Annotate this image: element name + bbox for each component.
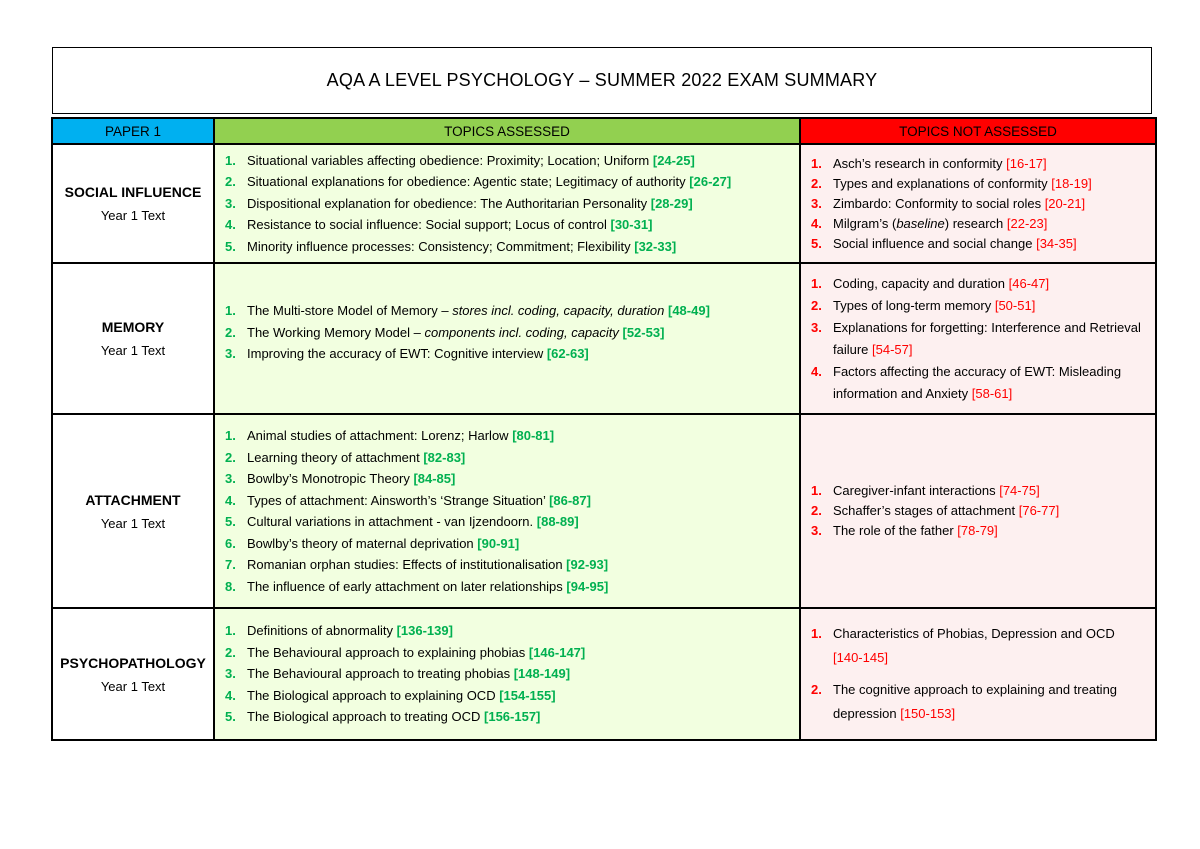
list-item: 2. The Working Memory Model – components incl. coding, capacity [52-53]: [225, 324, 665, 340]
topic-sub: Year 1 Text: [100, 208, 166, 223]
list-item: 3. Bowlby’s Monotropic Theory [84-85]: [225, 471, 456, 486]
page-title: AQA A LEVEL PSYCHOLOGY – SUMMER 2022 EXAM SUMMARY: [326, 70, 878, 90]
table-row: [52, 414, 1156, 608]
title-box: [52, 47, 1152, 114]
not-assessed-cell: [800, 608, 1156, 740]
topic-name: PSYCHOPATHOLOGY: [60, 654, 206, 671]
list-item: 6. Bowlby’s theory of maternal deprivation [90-91]: [225, 535, 520, 551]
list-item: 2. Types and explanations of conformity [18-19]: [811, 175, 1092, 191]
list-item: 3. Zimbardo: Conformity to social roles [20-21]: [811, 195, 1086, 211]
not-assessed-cell: [800, 144, 1156, 263]
list-item: 5. Social influence and social change [34-35]: [811, 235, 1077, 251]
list-item: 1. Situational variables affecting obedience: Proximity; Location; Uniform [24-25]: [225, 152, 695, 168]
list-item: 3. The role of the father [78-79]: [811, 523, 998, 538]
list-item: 5. Minority influence processes: Consistency; Commitment; Flexibility [32-33]: [225, 238, 677, 254]
list-item: 3. The Behavioural approach to treating phobias [148-149]: [225, 666, 571, 682]
not-assessed-cell: [800, 263, 1156, 414]
list-item: 4. The Biological approach to explaining OCD [154-155]: [225, 687, 556, 703]
list-item: 1. Coding, capacity and duration [46-47]: [811, 275, 1050, 291]
list-item: 1. Definitions of abnormality [136-139]: [225, 623, 453, 639]
topic-name: MEMORY: [101, 319, 165, 335]
list-item: 4. Resistance to social influence: Social support; Locus of control [30-31]: [225, 217, 653, 233]
summary-table: [51, 117, 1157, 741]
header-assessed: TOPICS ASSESSED: [214, 118, 800, 144]
header-not-assessed: TOPICS NOT ASSESSED: [800, 118, 1156, 144]
topic-sub: Year 1 Text: [100, 343, 166, 358]
list-item: 7. Romanian orphan studies: Effects of institutionalisation [92-93]: [225, 557, 609, 572]
header-row: [52, 118, 1156, 144]
list-item: 3. Improving the accuracy of EWT: Cognitive interview [62-63]: [225, 346, 589, 361]
header-paper: PAPER 1: [52, 118, 214, 144]
list-item: 5. Cultural variations in attachment - van Ijzendoorn. [88-89]: [225, 514, 579, 529]
topic-sub: Year 1 Text: [100, 515, 166, 531]
list-item: 1. The Multi-store Model of Memory – stores incl. coding, capacity, duration [48-49]: [225, 303, 710, 318]
list-item: 2. Situational explanations for obedience: Agentic state; Legitimacy of authority [26-27]: [225, 174, 732, 190]
table-row: [52, 608, 1156, 740]
topic-cell: [52, 263, 214, 414]
list-item: 1. Asch’s research in conformity [16-17]: [811, 155, 1047, 171]
list-item: 2. The cognitive approach to explaining and treating depression [150-153]: [811, 682, 1118, 721]
assessed-cell: [214, 144, 800, 263]
topic-sub: Year 1 Text: [100, 678, 166, 694]
list-item: 3. Dispositional explanation for obedience: The Authoritarian Personality [28-29]: [225, 195, 693, 211]
assessed-cell: [214, 414, 800, 608]
list-item: 2. Types of long-term memory [50-51]: [811, 297, 1036, 313]
topic-cell: [52, 144, 214, 263]
list-item: 2. Schaffer’s stages of attachment [76-77]: [811, 503, 1060, 518]
list-item: 5. The Biological approach to treating OCD [156-157]: [225, 709, 541, 725]
list-item: 1. Animal studies of attachment: Lorenz; Harlow [80-81]: [225, 428, 555, 443]
table-row: [52, 263, 1156, 414]
topic-name: SOCIAL INFLUENCE: [64, 184, 202, 200]
list-item: 3. Explanations for forgetting: Interference and Retrieval failure [54-57]: [811, 319, 1141, 357]
topic-name: ATTACHMENT: [85, 491, 181, 508]
table-row: [52, 144, 1156, 263]
not-assessed-cell: [800, 414, 1156, 608]
list-item: 4. Types of attachment: Ainsworth’s ‘Strange Situation’ [86-87]: [225, 492, 591, 508]
list-item: 2. Learning theory of attachment [82-83]: [225, 449, 466, 465]
topic-cell: [52, 414, 214, 608]
list-item: 1. Characteristics of Phobias, Depression and OCD [140-145]: [811, 626, 1115, 665]
list-item: 8. The influence of early attachment on later relationships [94-95]: [225, 578, 609, 594]
list-item: 2. The Behavioural approach to explaining phobias [146-147]: [225, 644, 586, 660]
list-item: 1. Caregiver-infant interactions [74-75]: [811, 483, 1040, 498]
list-item: 4. Milgram’s (baseline) research [22-23]: [811, 215, 1048, 231]
topic-cell: [52, 608, 214, 740]
assessed-cell: [214, 263, 800, 414]
assessed-cell: [214, 608, 800, 740]
list-item: 4. Factors affecting the accuracy of EWT: Misleading information and Anxiety [58-61]: [811, 363, 1122, 401]
